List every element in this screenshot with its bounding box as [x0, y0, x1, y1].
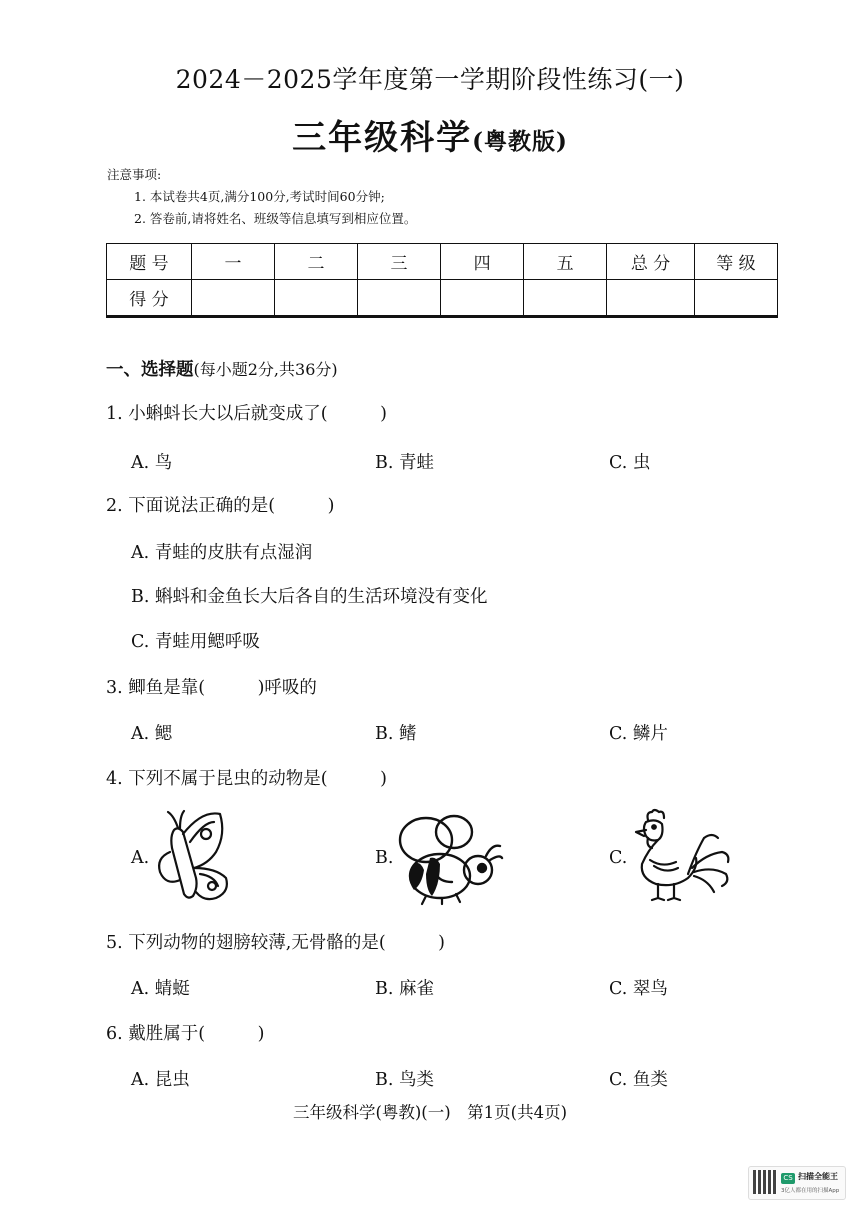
- question-option[interactable]: B. 蝌蚪和金鱼长大后各自的生活环境没有变化: [131, 587, 488, 607]
- notice-item: 1. 本试卷共4页,满分100分,考试时间60分钟;: [134, 189, 385, 204]
- question-stem: 2. 下面说法正确的是( ): [106, 496, 335, 516]
- score-input-cell[interactable]: [694, 280, 777, 317]
- table-cell: 三: [358, 244, 441, 280]
- question-option[interactable]: A. 鸟: [131, 453, 173, 473]
- question-option[interactable]: B. 麻雀: [375, 979, 434, 999]
- question-option[interactable]: B. 鳍: [375, 724, 417, 744]
- exam-subtitle: [0, 110, 860, 159]
- question-stem: 6. 戴胜属于( ): [106, 1024, 265, 1044]
- scanner-watermark: [748, 1166, 846, 1200]
- butterfly-icon[interactable]: [150, 808, 240, 906]
- scanner-logo: CS: [781, 1173, 795, 1184]
- question-option[interactable]: C. 青蛙用鳃呼吸: [131, 632, 260, 652]
- notice-item: 2. 答卷前,请将姓名、班级等信息填写到相应位置。: [134, 211, 417, 226]
- question-option[interactable]: C. 虫: [609, 453, 651, 473]
- question-option[interactable]: B. 青蛙: [375, 453, 434, 473]
- notice-block: [107, 164, 416, 230]
- score-table-header-row: [107, 244, 778, 280]
- score-table: [106, 243, 778, 318]
- score-table-score-row: [107, 280, 778, 317]
- question-option[interactable]: B.: [375, 848, 394, 868]
- question-stem: 5. 下列动物的翅膀较薄,无骨骼的是( ): [106, 933, 445, 953]
- question-option[interactable]: C. 翠鸟: [609, 979, 668, 999]
- question-option[interactable]: A. 青蛙的皮肤有点湿润: [131, 543, 313, 563]
- question-option[interactable]: B. 鸟类: [375, 1070, 434, 1090]
- score-input-cell[interactable]: [524, 280, 607, 317]
- question-stem: 3. 鲫鱼是靠( )呼吸的: [106, 678, 317, 698]
- exam-title: 2024－2025学年度第一学期阶段性练习(一): [175, 65, 685, 94]
- table-cell: 等 级: [694, 244, 777, 280]
- score-input-cell[interactable]: [274, 280, 357, 317]
- section-title: 一、选择题: [106, 360, 194, 380]
- rooster-icon[interactable]: [632, 808, 734, 904]
- question-stem: 1. 小蝌蚪长大以后就变成了( ): [106, 404, 387, 424]
- question-stem: 4. 下列不属于昆虫的动物是( ): [106, 769, 387, 789]
- table-cell: 一: [191, 244, 274, 280]
- table-cell: 四: [441, 244, 524, 280]
- question-option[interactable]: C.: [609, 848, 628, 868]
- table-cell: 总 分: [607, 244, 695, 280]
- page-footer: 三年级科学(粤教)(一) 第1页(共4页): [292, 1103, 568, 1122]
- scanner-name: 扫描全能王: [798, 1172, 838, 1181]
- section-points: (每小题2分,共36分): [193, 360, 338, 379]
- table-cell: 五: [524, 244, 607, 280]
- score-input-cell[interactable]: [607, 280, 695, 317]
- score-input-cell[interactable]: [191, 280, 274, 317]
- question-option[interactable]: A. 昆虫: [131, 1070, 190, 1090]
- section-heading: [106, 356, 338, 381]
- table-cell: 得 分: [107, 280, 192, 317]
- table-cell: 二: [274, 244, 357, 280]
- scanner-tagline: 3亿人都在用的扫描App: [781, 1188, 840, 1194]
- score-input-cell[interactable]: [358, 280, 441, 317]
- question-option[interactable]: A.: [131, 848, 150, 868]
- question-option[interactable]: C. 鳞片: [609, 724, 668, 744]
- question-option[interactable]: A. 蜻蜓: [131, 979, 190, 999]
- question-option[interactable]: C. 鱼类: [609, 1070, 668, 1090]
- subject-title: 三年级科学: [292, 118, 473, 158]
- score-table-wrapper: [106, 243, 778, 321]
- question-option[interactable]: A. 鳃: [131, 724, 173, 744]
- qr-code-icon: [753, 1170, 777, 1194]
- bee-icon[interactable]: [396, 812, 504, 904]
- table-cell: 题 号: [107, 244, 192, 280]
- score-input-cell[interactable]: [441, 280, 524, 317]
- notice-heading: 注意事项:: [107, 167, 162, 182]
- edition-label: (粤教版): [472, 128, 568, 155]
